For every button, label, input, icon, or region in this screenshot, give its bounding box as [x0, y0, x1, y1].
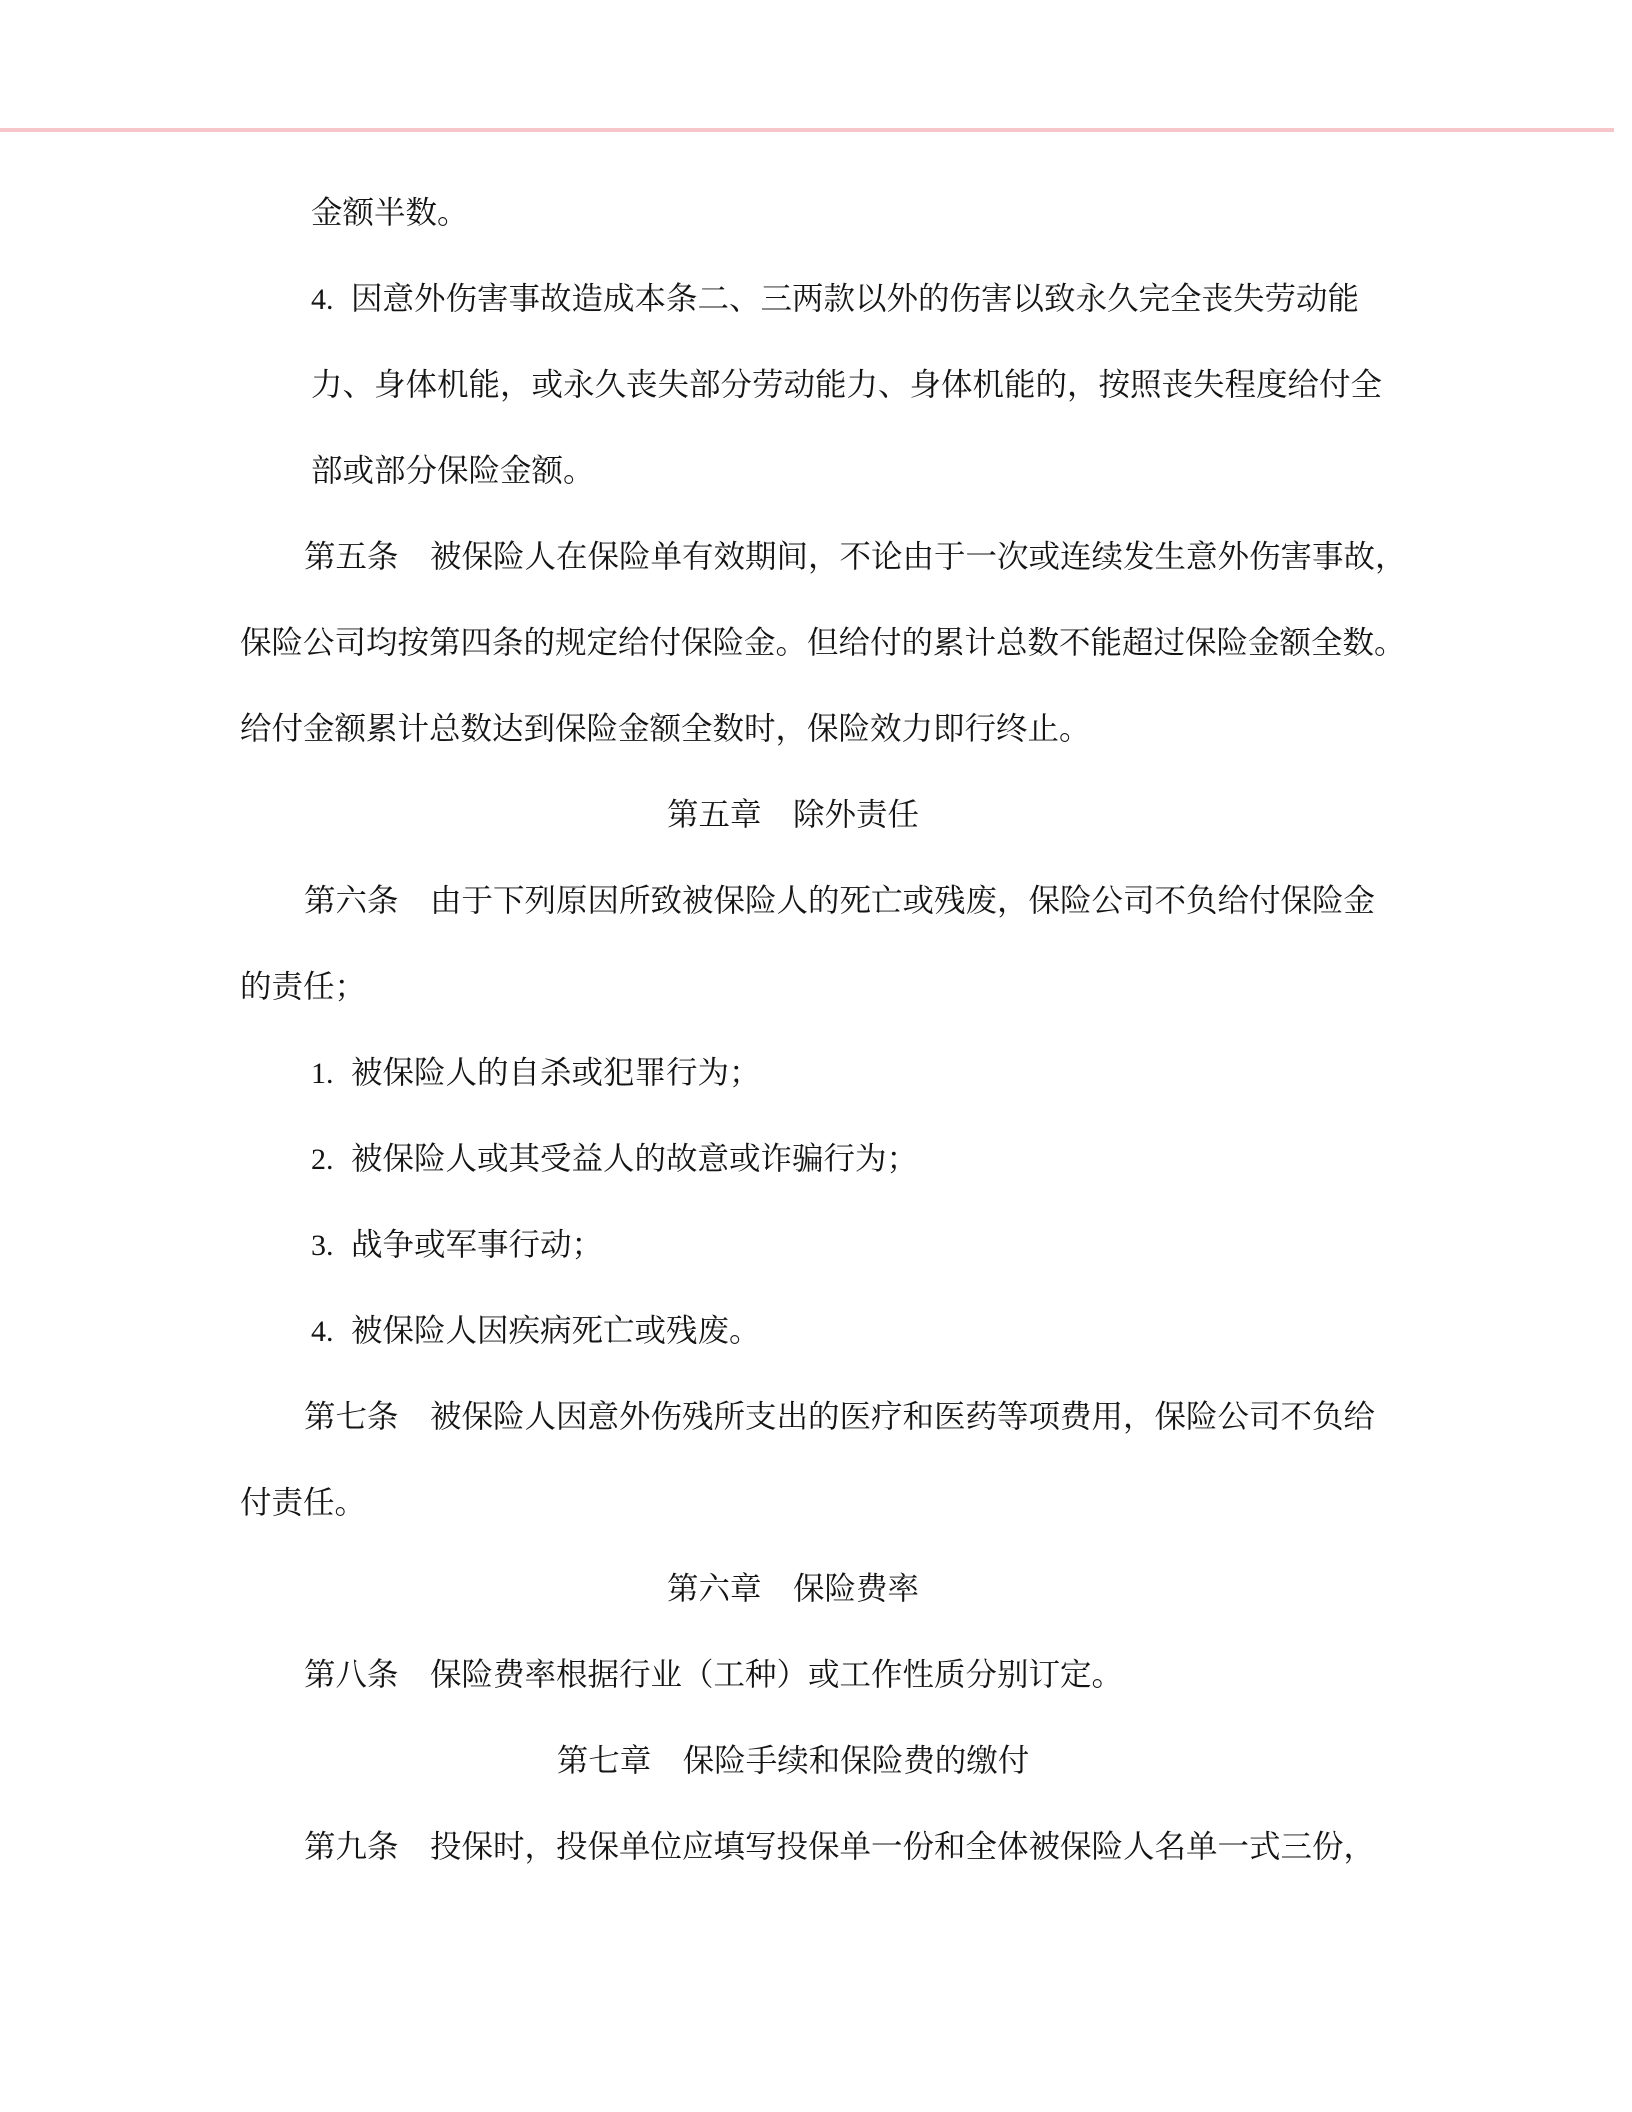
chapter-6-heading	[240, 1546, 1346, 1632]
article-9-text: 投保时，投保单位应填写投保单一份和全体被保险人名单一式三份，	[430, 1829, 1376, 1865]
exclusion-item-3	[240, 1202, 1346, 1288]
article-8	[240, 1632, 1346, 1718]
exclusion-item-1	[240, 1030, 1346, 1116]
item-4-line-2: 力、身体机能，或永久丧失部分劳动能力、身体机能的，按照丧失程度给付全	[311, 367, 1383, 403]
article-8-text: 保险费率根据行业（工种）或工作性质分别订定。	[430, 1657, 1124, 1693]
chapter-6-number: 第六章	[666, 1571, 762, 1607]
clause-item-4	[240, 256, 1383, 514]
article-5	[240, 514, 1407, 772]
article-5-text: 被保险人在保险单有效期间，不论由于一次或连续发生意外伤害事故，	[430, 539, 1407, 575]
article-9-line-1	[240, 1804, 1376, 1890]
chapter-7-number: 第七章	[556, 1743, 652, 1779]
item-4-line-3: 部或部分保险金额。	[311, 453, 595, 489]
item-4-text: 因意外伤害事故造成本条二、三两款以外的伤害以致永久完全丧失劳动能	[351, 281, 1360, 317]
article-6	[240, 858, 1376, 1374]
chapter-7-heading	[240, 1718, 1346, 1804]
chapter-6-title: 保险费率	[793, 1571, 920, 1607]
exclusion-item-4	[240, 1288, 1346, 1374]
exclusion-item-2-number: 2.	[311, 1143, 334, 1176]
article-7-label: 第七条	[304, 1399, 399, 1435]
article-8-label: 第八条	[304, 1657, 399, 1693]
article-6-label: 第六条	[304, 883, 399, 919]
document-body	[240, 170, 1407, 1890]
continuation-line: 金额半数。	[311, 195, 469, 231]
exclusion-item-3-text: 战争或军事行动；	[351, 1227, 604, 1263]
exclusion-item-1-number: 1.	[311, 1057, 334, 1090]
article-5-line-2: 保险公司均按第四条的规定给付保险金。但给付的累计总数不能超过保险金额全数。	[240, 625, 1406, 661]
article-7-line-1	[240, 1374, 1376, 1460]
article-7-line-2: 付责任。	[240, 1485, 367, 1521]
header-rule	[0, 128, 1614, 132]
exclusion-item-2	[240, 1116, 1346, 1202]
article-7-text: 被保险人因意外伤残所支出的医疗和医药等项费用，保险公司不负给	[430, 1399, 1376, 1435]
article-5-line-3: 给付金额累计总数达到保险金额全数时，保险效力即行终止。	[240, 711, 1091, 747]
exclusion-item-3-number: 3.	[311, 1229, 334, 1262]
exclusion-item-1-text: 被保险人的自杀或犯罪行为；	[351, 1055, 761, 1091]
chapter-5-number: 第五章	[666, 797, 762, 833]
article-6-line-1	[240, 858, 1376, 944]
article-5-label: 第五条	[304, 539, 399, 575]
exclusion-item-2-text: 被保险人或其受益人的故意或诈骗行为；	[351, 1141, 919, 1177]
article-9-label: 第九条	[304, 1829, 399, 1865]
article-6-line-2: 的责任；	[240, 969, 367, 1005]
item-4-number: 4.	[311, 283, 334, 316]
chapter-5-heading	[240, 772, 1346, 858]
exclusion-item-4-number: 4.	[311, 1315, 334, 1348]
article-8-line-1	[240, 1632, 1346, 1718]
item-4-line-1	[240, 256, 1360, 342]
exclusion-item-4-text: 被保险人因疾病死亡或残废。	[351, 1313, 761, 1349]
article-6-text: 由于下列原因所致被保险人的死亡或残废，保险公司不负给付保险金	[430, 883, 1376, 919]
article-7	[240, 1374, 1376, 1546]
article-5-line-1	[240, 514, 1407, 600]
chapter-7-title: 保险手续和保险费的缴付	[682, 1743, 1030, 1779]
chapter-5-title: 除外责任	[793, 797, 920, 833]
article-9	[240, 1804, 1376, 1890]
